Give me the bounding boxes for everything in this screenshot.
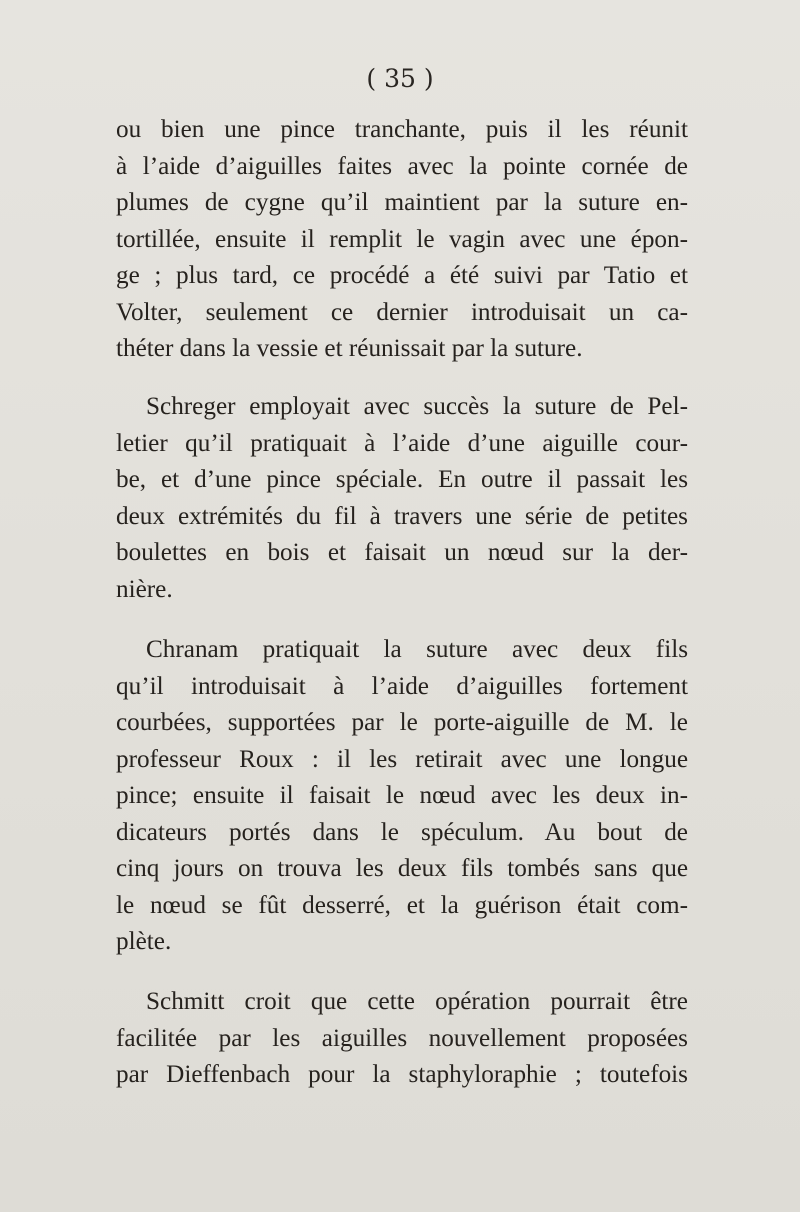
- text-line: boulettes en bois et faisait un nœud sur la der-: [116, 539, 688, 566]
- text-line: plumes de cygne qu’il maintient par la suture en-: [116, 189, 688, 216]
- text-line: à l’aide d’aiguilles faites avec la pointe cornée de: [116, 152, 688, 180]
- page-number: ( 35 ): [366, 64, 434, 93]
- text-line: dicateurs portés dans le spéculum. Au bout de: [116, 818, 688, 846]
- text-line: théter dans la vessie et réunissait par la suture.: [116, 335, 583, 362]
- text-line: cinq jours on trouva les deux fils tombés sans que: [116, 855, 688, 882]
- text-line: par Dieffenbach pour la staphyloraphie ; toutefois: [116, 1061, 688, 1088]
- text-line: Chranam pratiquait la suture avec deux fils: [146, 636, 688, 663]
- text-line: Schreger employait avec succès la suture de Pel-: [146, 393, 688, 420]
- text-line: ge ; plus tard, ce procédé a été suivi par Tatio et: [116, 262, 688, 289]
- text-line: le nœud se fût desserré, et la guérison était com-: [116, 891, 688, 919]
- text-line: plète.: [116, 928, 172, 955]
- text-line: Schmitt croit que cette opération pourrait être: [146, 988, 688, 1015]
- paragraph-1: [116, 112, 688, 368]
- text-line: pince; ensuite il faisait le nœud avec les deux in-: [116, 782, 688, 809]
- paragraph-4: [116, 984, 688, 1094]
- paragraph-2: [116, 389, 688, 608]
- text-line: facilitée par les aiguilles nouvellement proposées: [116, 1024, 688, 1052]
- text-line: nière.: [116, 575, 173, 603]
- paragraph-3: [116, 632, 688, 961]
- text-line: be, et d’une pince spéciale. En outre il passait les: [116, 466, 688, 493]
- text-line: qu’il introduisait à l’aide d’aiguilles fortement: [116, 672, 688, 700]
- text-line: tortillée, ensuite il remplit le vagin avec une épon-: [116, 225, 688, 253]
- text-line: Volter, seulement ce dernier introduisait un ca-: [116, 298, 688, 326]
- text-line: deux extrémités du fil à travers une série de petites: [116, 502, 688, 530]
- text-line: letier qu’il pratiquait à l’aide d’une aiguille cour-: [116, 429, 688, 457]
- text-line: courbées, supportées par le porte-aiguille de M. le: [116, 709, 688, 736]
- text-line: ou bien une pince tranchante, puis il les réunit: [116, 116, 688, 143]
- text-line: professeur Roux : il les retirait avec une longue: [116, 745, 688, 773]
